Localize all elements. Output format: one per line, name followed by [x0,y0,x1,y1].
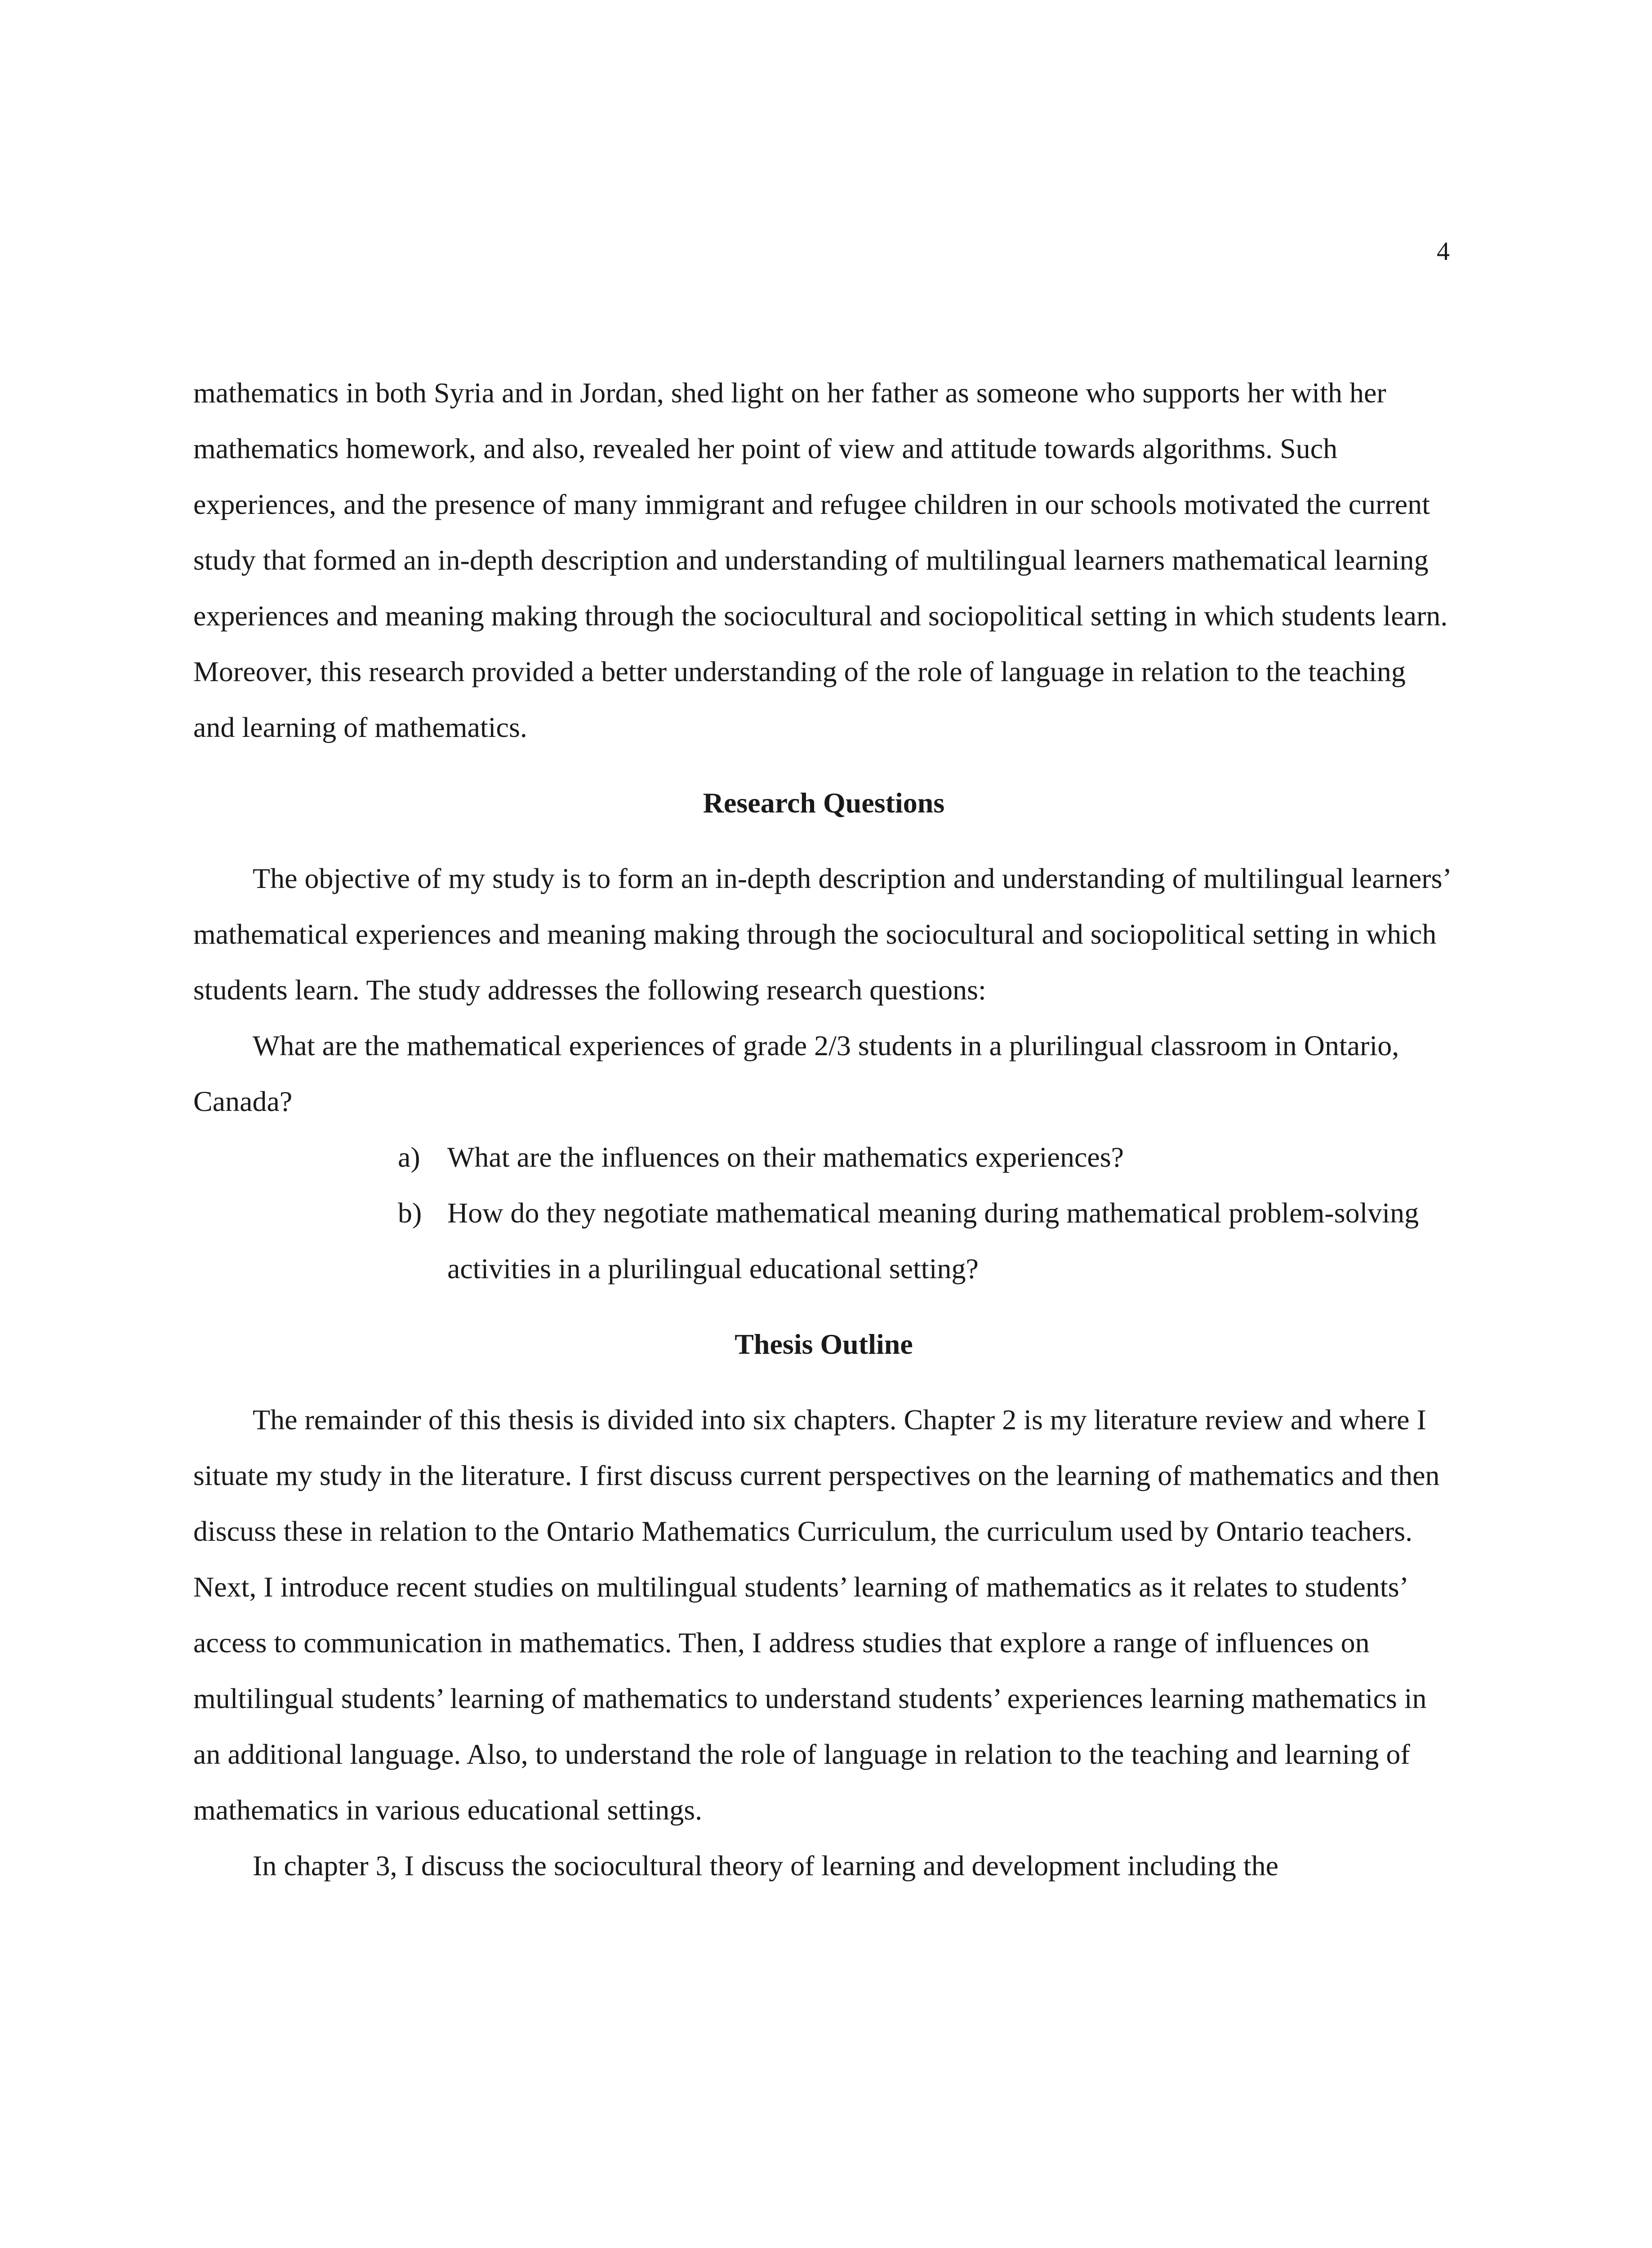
page-body [193,365,1454,1894]
research-questions-paragraph: The objective of my study is to form an in-depth description and understanding of multilingual learners’ mathematical experiences and meaning making through the sociocultural and sociopolitical setting in which students learn. The study addresses the following research questions: [193,862,1450,1006]
research-questions-heading: Research Questions [703,787,945,819]
list-item-text: How do they negotiate mathematical meaning during mathematical problem-solving activities in a plurilingual educational setting? [447,1197,1419,1285]
thesis-outline-heading: Thesis Outline [735,1328,913,1360]
intro-paragraph: mathematics in both Syria and in Jordan, shed light on her father as someone who supports her with her mathematics homework, and also, revealed her point of view and attitude towards algorithms. Such experiences, and the presence of many immigrant and refugee children in our schools motivated the current study that formed an in-depth description and understanding of multilingual learners mathematical learning experiences and meaning making through the sociocultural and sociopolitical setting in which students learn. Moreover, this research provided a better understanding of the role of language in relation to the teaching and learning of mathematics. [193,377,1448,743]
thesis-outline-paragraph-2: In chapter 3, I discuss the sociocultural theory of learning and development including the [253,1850,1278,1882]
sub-question-list [193,1129,1454,1297]
list-item-text: What are the influences on their mathematics experiences? [447,1141,1124,1173]
thesis-outline-paragraph-1: The remainder of this thesis is divided into six chapters. Chapter 2 is my literature review and where I situate my study in the literature. I first discuss current perspectives on the learning of mathematics and then discuss these in relation to the Ontario Mathematics Curriculum, the curriculum used by Ontario teachers. Next, I introduce recent studies on multilingual students’ learning of mathematics as it relates to students’ access to communication in mathematics. Then, I address studies that explore a range of influences on multilingual students’ learning of mathematics to understand students’ experiences learning mathematics in an additional language. Also, to understand the role of language in relation to the teaching and learning of mathematics in various educational settings. [193,1404,1440,1826]
main-research-question: What are the mathematical experiences of grade 2/3 students in a plurilingual classroom in Ontario, Canada? [193,1030,1399,1117]
page-number: 4 [1437,236,1450,266]
list-item [398,1185,1454,1297]
list-item-marker: a) [398,1141,420,1173]
list-item-marker: b) [398,1197,422,1229]
list-item [398,1129,1454,1185]
